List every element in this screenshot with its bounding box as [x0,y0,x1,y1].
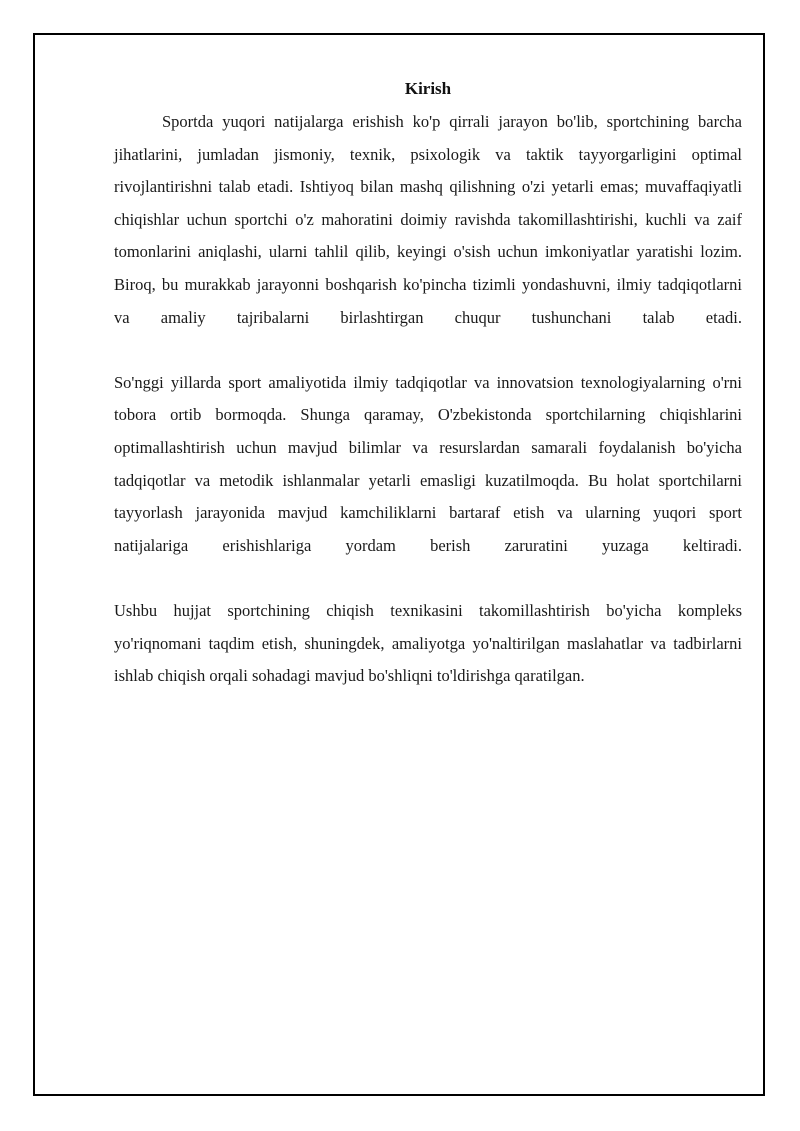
paragraph-research-context: So'nggi yillarda sport amaliyotida ilmiy tadqiqotlar va innovatsion texnologiyalarning o'rni tobora ortib bormoqda. Shunga qaramay, O'zbekistonda sportchilarning chiqishlarini optimallashtirish uchun mavjud bilimlar va resurslardan samarali foydalanish bo'yicha tadqiqotlar va metodik ishlanmalar yetarli emasligi kuzatilmoqda. Bu holat sportchilarni tayyorlash jarayonida mavjud kamchiliklarni bartaraf etish va ularning yuqori sport natijalariga erishishlariga yordam berish zaruratini yuzaga keltiradi. [114,372,742,555]
page-title: Kirish [404,79,452,98]
paragraph-document-purpose: Ushbu hujjat sportchining chiqish texnikasini takomillashtirish bo'yicha kompleks yo'riqnomani taqdim etish, shuningdek, amaliyotga yo'naltirilgan maslahatlar va tadbirlarni ishlab chiqish orqali sohadagi mavjud bo'shliqni to'ldirishga qaratilgan. [114,600,742,686]
document-body [114,106,742,693]
paragraph-introduction: Sportda yuqori natijalarga erishish ko'p qirrali jarayon bo'lib, sportchining barcha jihatlarini, jumladan jismoniy, texnik, psixologik va taktik tayyorgarligini optimal rivojlantirishni talab etadi. Ishtiyoq bilan mashq qilishning o'zi yetarli emas; muvaffaqiyatli chiqishlar uchun sportchi o'z mahoratini doimiy ravishda takomillashtirishi, kuchli va zaif tomonlarini aniqlashi, ularni tahlil qilib, keyingi o'sish uchun imkoniyatlar yaratishi lozim. Biroq, bu murakkab jarayonni boshqarish ko'pincha tizimli yondashuvni, ilmiy tadqiqotlarni va amaliy tajribalarni birlashtirgan chuqur tushunchani talab etadi. [114,112,742,327]
